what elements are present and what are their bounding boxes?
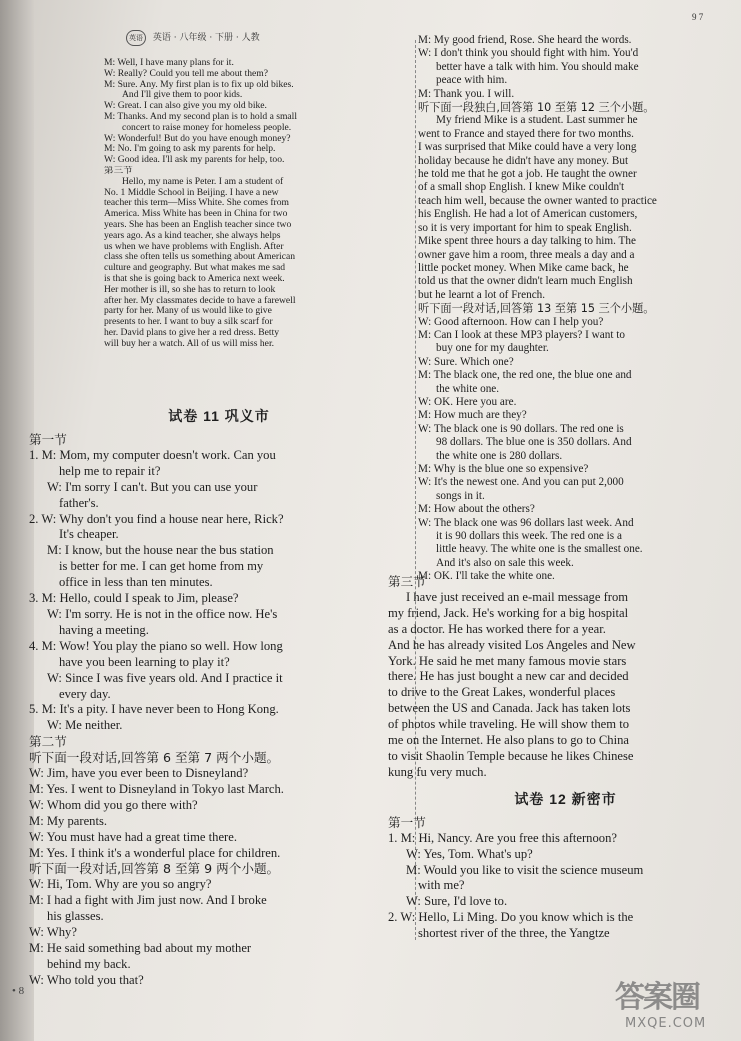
text-line: peace with him.: [436, 74, 508, 87]
text-line: M: He said something bad about my mother: [29, 941, 252, 955]
text-line: M: Well, I have many plans for it.: [104, 58, 234, 68]
text-line: 2. W: Hello, Li Ming. Do you know which is the: [388, 910, 634, 925]
text-line: 第三节: [388, 574, 426, 589]
text-line: 1. M: Hi, Nancy. Are you free this afternoon?: [388, 830, 617, 845]
text-line: M: My parents.: [29, 813, 108, 828]
text-line: W: Hi, Tom. Why are you so angry?: [29, 877, 212, 892]
watermark-url: MXQE.COM: [625, 1016, 707, 1031]
text-line: Her mother is ill, so she has to return to look: [104, 284, 276, 295]
text-line: culture and geography. But what makes me sad: [104, 263, 286, 274]
text-line: M: OK. I'll take the white one.: [418, 570, 555, 583]
text-line: kung fu very much.: [388, 764, 487, 779]
text-line: W: Me neither.: [47, 718, 123, 733]
text-line: M: My good friend, Rose. She heard the words.: [418, 34, 632, 46]
text-line: help me to repair it?: [59, 463, 161, 478]
text-line: M: Why is the blue one so expensive?: [418, 463, 589, 475]
text-line: And he has already visited Los Angeles and New: [388, 637, 636, 652]
text-line: York. He said he met many famous movie stars: [388, 653, 627, 668]
text-line: M: No. I'm going to ask my parents for help.: [104, 144, 276, 155]
text-line: M: Thanks. And my second plan is to hold a small: [104, 111, 298, 122]
text-line: teacher this term—Miss White. She comes from: [104, 198, 289, 209]
text-line: 98 dollars. The blue one is 350 dollars. And: [436, 436, 632, 449]
right-top-transcript: [418, 34, 718, 584]
right-bottom-transcript: [388, 574, 741, 942]
text-line: W: The black one was 96 dollars last week. And: [418, 516, 634, 529]
text-line: 第三节: [104, 165, 133, 176]
text-line: years ago. As a kind teacher, she always helps: [104, 230, 281, 241]
text-line: presents to her. I want to buy a silk scarf for: [104, 317, 273, 328]
text-line: office in less than ten minutes.: [59, 575, 213, 590]
text-line: W: Sure. Which one?: [418, 355, 514, 368]
text-line: W: It's the newest one. And you can put 2,000: [418, 476, 624, 489]
text-line: W: I'm sorry. He is not in the office now. He's: [47, 606, 278, 621]
text-line: is that she is going back to America next week.: [104, 273, 285, 284]
text-line: 听下面一段对话,回答第 13 至第 15 三个小题。: [418, 302, 655, 316]
text-line: to visit Shaolin Temple because he likes Chinese: [388, 748, 634, 763]
text-line: 第一节: [388, 814, 426, 830]
text-line: M: Thank you. I will.: [418, 87, 515, 100]
text-line: little pocket money. When Mike came back, he: [418, 261, 629, 274]
text-line: went to France and stayed there for two months.: [418, 127, 634, 140]
text-line: W: The black one is 90 dollars. The red one is: [418, 422, 624, 435]
text-line: class she often tells us something about American: [104, 252, 296, 263]
text-line: 听下面一段对话,回答第 6 至第 7 两个小题。: [29, 750, 280, 766]
text-line: And I'll give them to poor kids.: [122, 90, 243, 101]
text-line: father's.: [59, 495, 99, 510]
text-line: but he learnt a lot of French.: [418, 288, 546, 301]
text-line: little heavy. The white one is the smallest one.: [436, 543, 643, 556]
text-line: M: I know, but the house near the bus station: [47, 543, 274, 558]
text-line: W: Why?: [29, 925, 77, 940]
text-line: M: Yes. I went to Disneyland in Tokyo last March.: [29, 781, 284, 796]
text-line: I was surprised that Mike could have a very long: [418, 141, 637, 154]
text-line: M: The black one, the red one, the blue one and: [418, 369, 632, 382]
paper-12-lines: [388, 815, 741, 942]
text-line: W: Really? Could you tell me about them?: [104, 68, 269, 79]
text-line: it is 90 dollars this week. The red one is a: [436, 530, 622, 543]
text-line: as a doctor. He has worked there for a year.: [388, 621, 606, 636]
text-line: his glasses.: [47, 909, 104, 924]
text-line: W: Yes, Tom. What's up?: [406, 846, 533, 861]
text-line: 1. M: Mom, my computer doesn't work. Can you: [29, 447, 276, 462]
text-line: America. Miss White has been in China for two: [104, 209, 288, 220]
top-page-number: 9 7: [692, 12, 704, 22]
text-line: Hello, my name is Peter. I am a student of: [122, 176, 284, 187]
text-line: My friend Mike is a student. Last summer he: [436, 114, 638, 127]
header-badge: 英语: [126, 30, 146, 46]
text-line: M: I had a fight with Jim just now. And I broke: [29, 893, 267, 908]
text-line: years. She has been an English teacher since two: [104, 219, 292, 230]
paper-12-title: 试卷 12 新密市: [514, 790, 617, 807]
text-line: my friend, Jack. He's working for a big hospital: [388, 605, 629, 620]
text-line: the white one is 280 dollars.: [436, 449, 563, 462]
text-line: 第一节: [29, 432, 67, 447]
text-line: 5. M: It's a pity. I have never been to Hong Kong.: [29, 702, 279, 717]
text-line: Mike spent three hours a day talking to him. The: [418, 235, 636, 248]
text-line: of photos while traveling. He will show them to: [388, 717, 629, 732]
text-line: 听下面一段对话,回答第 8 至第 9 两个小题。: [29, 861, 280, 877]
text-line: her. David plans to give her a red dress. Betty: [104, 327, 280, 338]
text-line: 第二节: [29, 734, 67, 750]
text-line: having a meeting.: [59, 622, 149, 637]
text-line: shortest river of the three, the Yangtze: [418, 926, 610, 941]
text-line: M: How about the others?: [418, 503, 535, 516]
text-line: M: Sure. Any. My first plan is to fix up old bikes.: [104, 79, 294, 90]
text-line: teach him well, because the owner wanted to practice: [418, 194, 657, 207]
text-line: he told me that he got a job. He taught the owner: [418, 168, 637, 181]
text-line: M: Would you like to visit the science museum: [406, 862, 644, 877]
paper-11-lines: [29, 432, 409, 989]
text-line: It's cheaper.: [59, 527, 119, 542]
text-line: every day.: [59, 686, 111, 701]
text-line: W: I don't think you should fight with him. You'd: [418, 47, 639, 60]
text-line: 4. M: Wow! You play the piano so well. How long: [29, 638, 283, 653]
text-line: W: Wonderful! But do you have enough money?: [104, 133, 291, 144]
text-line: have you been learning to play it?: [59, 654, 230, 669]
text-line: I have just received an e-mail message from: [406, 589, 629, 604]
text-line: after her. My classmates decide to have a farewell: [104, 295, 296, 306]
text-line: M: Yes. I think it's a wonderful place for children.: [29, 845, 281, 860]
text-line: W: Great. I can also give you my old bike.: [104, 101, 267, 112]
text-line: 听下面一段独白,回答第 10 至第 12 三个小题。: [418, 101, 655, 115]
header-title: 英语 · 八年级 · 下册 · 人教: [152, 33, 260, 43]
site-watermark: [615, 972, 735, 1032]
text-line: W: I'm sorry I can't. But you can use your: [47, 479, 258, 494]
text-line: better have a talk with him. You should make: [436, 60, 639, 73]
text-line: so it is very important for him to speak English.: [418, 221, 632, 234]
left-top-transcript: [104, 58, 404, 350]
text-line: between the US and Canada. Jack has taken lots: [388, 701, 631, 716]
text-line: W: Good idea. I'll ask my parents for help, too.: [104, 155, 285, 166]
text-line: buy one for my daughter.: [436, 342, 549, 355]
passage-lines: [388, 574, 741, 781]
text-line: M: How much are they?: [418, 409, 527, 422]
text-line: us when we have problems with English. After: [104, 241, 284, 252]
text-line: to drive to the Great Lakes, wonderful places: [388, 685, 616, 700]
text-line: W: Since I was five years old. And I practice it: [47, 670, 283, 685]
text-line: his English. He had a lot of American customers,: [418, 208, 638, 221]
text-line: with me?: [418, 878, 465, 893]
text-line: M: Can I look at these MP3 players? I want to: [418, 328, 625, 341]
text-line: concert to raise money for homeless people.: [122, 122, 292, 133]
bottom-page-number: • 8: [12, 985, 25, 997]
text-line: W: Jim, have you ever been to Disneyland?: [29, 766, 249, 781]
text-line: the white one.: [436, 382, 500, 395]
text-line: behind my back.: [47, 956, 131, 971]
text-line: of a small shop English. I knew Mike couldn't: [418, 181, 625, 194]
text-line: W: OK. Here you are.: [418, 395, 517, 408]
text-line: W: Sure, I'd love to.: [406, 894, 508, 909]
text-line: W: Good afternoon. How can I help you?: [418, 315, 604, 328]
text-line: is better for me. I can get home from my: [59, 559, 264, 574]
text-line: W: You must have had a great time there.: [29, 829, 237, 844]
running-header: [126, 30, 326, 48]
text-line: there. He has just bought a new car and decided: [388, 669, 629, 684]
text-line: 3. M: Hello, could I speak to Jim, please?: [29, 591, 239, 606]
text-line: will buy her a watch. All of us will miss her.: [104, 338, 275, 349]
text-line: 2. W: Why don't you find a house near here, Rick?: [29, 511, 284, 526]
text-line: W: Who told you that?: [29, 972, 144, 987]
paper-11-title: 试卷 11 巩义市: [168, 408, 270, 424]
text-line: me on the Internet. He also plans to go to China: [388, 733, 629, 748]
text-line: songs in it.: [436, 489, 485, 502]
text-line: No. 1 Middle School in Beijing. I have a new: [104, 187, 279, 198]
text-line: W: Whom did you go there with?: [29, 797, 198, 812]
text-line: party for her. Many of us would like to give: [104, 306, 272, 317]
watermark-logo: 答案圈: [615, 980, 699, 1015]
text-line: And it's also on sale this week.: [436, 556, 574, 569]
text-line: told us that the owner didn't learn much English: [418, 275, 633, 288]
left-bottom-transcript: [29, 398, 409, 989]
text-line: owner gave him a room, three meals a day and a: [418, 248, 635, 261]
text-line: holiday because he didn't have any money. But: [418, 154, 629, 167]
